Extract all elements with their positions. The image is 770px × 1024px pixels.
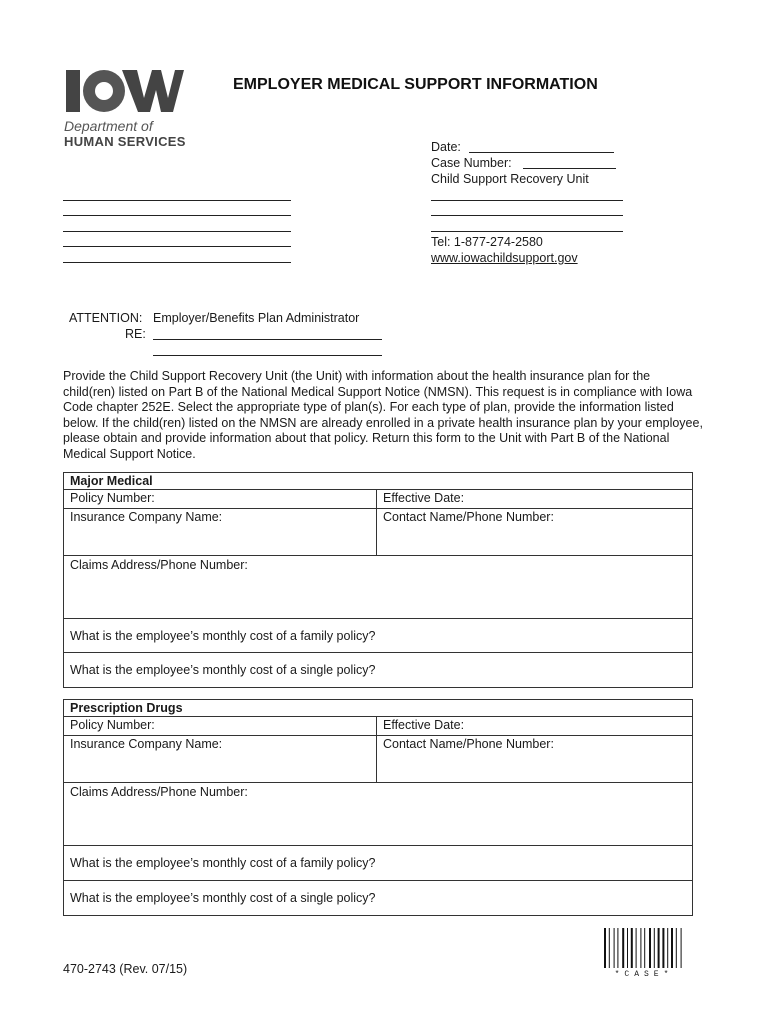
claims-address-field[interactable]: Claims Address/Phone Number: (70, 558, 248, 572)
page-title: EMPLOYER MEDICAL SUPPORT INFORMATION (233, 76, 598, 93)
date-field[interactable] (431, 139, 461, 155)
section-title: Major Medical (64, 473, 692, 490)
barcode-bar (667, 928, 668, 968)
unit-website-link[interactable]: www.iowachildsupport.gov (431, 251, 578, 265)
unit-address-line-3[interactable] (431, 231, 623, 232)
barcode-bar (681, 928, 682, 968)
barcode-bar (644, 928, 645, 968)
instructions-paragraph: Provide the Child Support Recovery Unit (the Unit) with information about the health insurance plan for the child(ren) listed on Part B of the National Medical Support Notice (NMSN). This request is in compliance with Iowa Code chapter 252E. Select the appropriate type of plan(s). For each type of plan, provide the information listed below. If the child(ren) listed on the NMSN are already enrolled in a private health insurance plan by your employee, please obtain and provide information about that policy. Return this form to the Unit with Part B of the National Medical Support Notice. (63, 369, 703, 461)
barcode-bars (604, 928, 684, 968)
unit-phone: Tel: 1-877-274-2580 (431, 235, 543, 249)
employer-address-line-5[interactable] (63, 262, 291, 263)
unit-address-line-1[interactable] (431, 200, 623, 201)
employer-address-line-3[interactable] (63, 231, 291, 232)
section-title: Prescription Drugs (64, 700, 692, 717)
barcode-bar (654, 928, 655, 968)
barcode-bar (631, 928, 633, 968)
single-cost-field[interactable]: What is the employee’s monthly cost of a single policy? (70, 663, 376, 677)
employer-address-line-4[interactable] (63, 246, 291, 247)
effective-date-field[interactable]: Effective Date: (383, 718, 465, 732)
re-label: RE: (125, 327, 146, 341)
barcode-bar (671, 928, 673, 968)
barcode-bar (636, 928, 637, 968)
attention-value: Employer/Benefits Plan Administrator (153, 311, 360, 325)
barcode-bar (649, 928, 651, 968)
case-barcode (604, 928, 684, 979)
barcode-bar (627, 928, 628, 968)
case-number-field[interactable] (431, 155, 512, 171)
re-line-2[interactable] (153, 355, 382, 356)
re-line-1[interactable] (153, 339, 382, 340)
barcode-bar (640, 928, 641, 968)
insurance-company-field[interactable]: Insurance Company Name: (64, 509, 377, 555)
barcode-bar (609, 928, 610, 968)
barcode-bar (662, 928, 664, 968)
family-cost-field[interactable]: What is the employee’s monthly cost of a family policy? (70, 628, 376, 643)
contact-field[interactable]: Contact Name/Phone Number: (383, 737, 554, 751)
case-number-label: Case Number: (431, 156, 512, 170)
barcode-bar (617, 928, 618, 968)
contact-field[interactable]: Contact Name/Phone Number: (383, 510, 554, 524)
claims-address-field[interactable]: Claims Address/Phone Number: (70, 785, 248, 799)
agency-label: HUMAN SERVICES (64, 134, 186, 149)
date-line (469, 152, 614, 153)
iowa-wordmark-logo (64, 66, 186, 116)
barcode-bar (614, 928, 615, 968)
department-label: Department of (64, 118, 153, 134)
unit-address-line-2[interactable] (431, 215, 623, 216)
case-number-line (523, 168, 616, 169)
insurance-company-field[interactable]: Insurance Company Name: (64, 736, 377, 782)
policy-number-field[interactable]: Policy Number: (64, 490, 377, 508)
barcode-bar (658, 928, 660, 968)
barcode-bar (676, 928, 677, 968)
single-cost-field[interactable]: What is the employee’s monthly cost of a single policy? (70, 891, 376, 905)
prescription-drugs-section (63, 699, 693, 916)
date-label: Date: (431, 140, 461, 154)
barcode-label: *CASE* (614, 970, 674, 979)
family-cost-field[interactable]: What is the employee’s monthly cost of a family policy? (70, 856, 376, 870)
policy-number-field[interactable]: Policy Number: (64, 717, 377, 735)
effective-date-field[interactable]: Effective Date: (383, 491, 465, 505)
form-number: 470-2743 (Rev. 07/15) (63, 962, 188, 976)
major-medical-section (63, 472, 693, 688)
iowa-dhs-logo (64, 66, 224, 156)
barcode-bar (622, 928, 624, 968)
attention-label: ATTENTION: (69, 311, 143, 325)
employer-address-line-2[interactable] (63, 215, 291, 216)
unit-name: Child Support Recovery Unit (431, 172, 589, 186)
employer-address-line-1[interactable] (63, 200, 291, 201)
barcode-bar (604, 928, 606, 968)
